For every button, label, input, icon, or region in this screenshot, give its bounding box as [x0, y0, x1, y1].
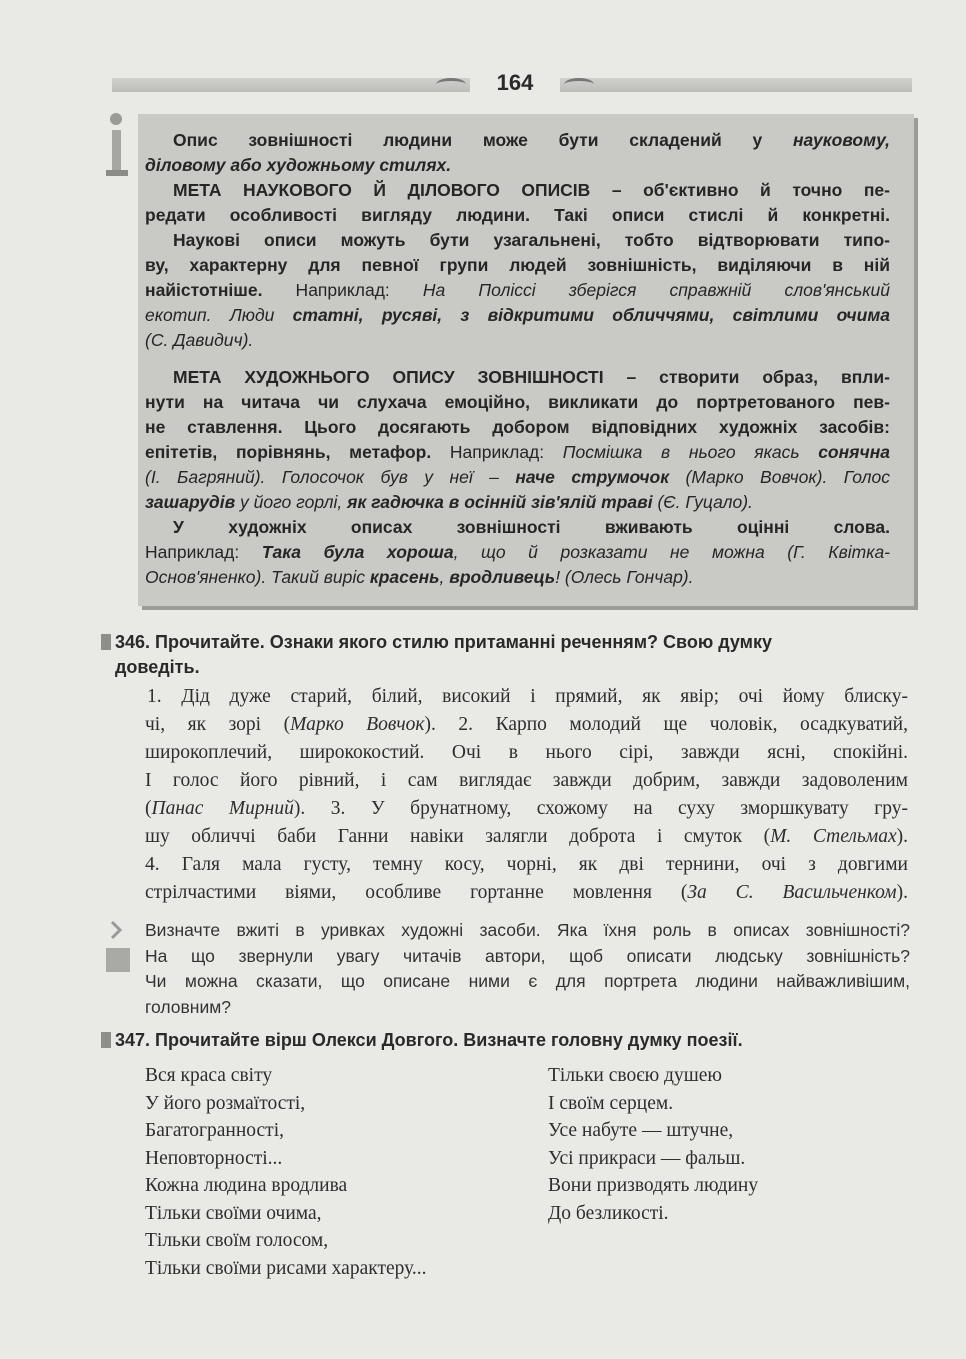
text-segment: ). 3. У брунатному, схожому на суху зморшкувату гру- [293, 798, 908, 819]
poem-line: Вся краса світу [145, 1065, 273, 1086]
poem-line: Усе набуте — штучне, [548, 1120, 734, 1141]
rule-line [145, 253, 890, 277]
text-segment: (Є. Гуцало). [652, 492, 753, 512]
text-segment: На Поліссі зберігся справжній слов'янський [422, 280, 890, 300]
text-segment: Наприклад: [262, 280, 423, 300]
ex346-line [145, 880, 908, 906]
page-number [470, 70, 560, 96]
text-segment: І голос його рівний, і сам виглядає завжди добрим, завжди задоволеним [145, 770, 908, 791]
text-segment: наче струмочок [515, 467, 670, 487]
text-segment: найістотніше. [145, 280, 263, 300]
text-segment: статні, русяві, з відкритими обличчями, світлими очима [292, 305, 890, 325]
task-line: На що звернули увагу читачів автори, щоб описати людську зовнішність? [145, 945, 910, 966]
poem-line: Вони призводять людину [548, 1175, 759, 1196]
text-segment: редати особливості вигляду людини. Такі описи стислі й конкретні. [145, 205, 890, 225]
ex346-line [145, 712, 908, 738]
ex346-line [145, 852, 908, 878]
ornament-right-icon [564, 78, 594, 91]
ex346-line [145, 740, 908, 766]
text-segment: епітетів, порівнянь, метафор. [145, 442, 432, 462]
text-segment: МЕТА НАУКОВОГО Й ДІЛОВОГО ОПИСІВ – об'єктивно й точно пе- [173, 180, 890, 200]
rule-line [145, 515, 890, 539]
ex347-heading: 347. Прочитайте вірш Олекси Довгого. Визначте головну думку поезії. [115, 1030, 743, 1050]
exercise-marker [101, 634, 111, 650]
rule-line [145, 178, 890, 202]
rule-line [145, 278, 890, 302]
rule-line [145, 228, 890, 252]
text-segment: стрілчастими віями, особливе гортанне мовлення ( [145, 882, 688, 903]
text-segment: (Марко Вовчок). Голос [669, 467, 890, 487]
text-segment: МЕТА ХУДОЖНЬОГО ОПИСУ ЗОВНІШНОСТІ – створити образ, впли- [173, 367, 890, 387]
text-segment: ( [145, 798, 152, 819]
text-segment: діловому або художньому стилях. [145, 155, 452, 175]
text-segment: широкоплечий, ширококостий. Очі в нього сірі, завжди ясні, спокійні. [145, 742, 908, 763]
text-segment: як гадючка в осінній зів'ялій траві [347, 492, 653, 512]
ex346-heading-line-1: 346. Прочитайте. Ознаки якого стилю притаманні реченням? Свою думку [115, 632, 772, 652]
ex346-line [145, 768, 908, 794]
text-segment: чі, як зорі ( [145, 714, 291, 735]
rule-line [145, 465, 890, 489]
rule-line [145, 128, 890, 152]
text-segment: вродливець [449, 567, 556, 587]
task-line: Визначте вжиті в уривках художні засоби. Яка їхня роль в описах зовнішності? [145, 920, 910, 940]
text-segment: ! (Олесь Гончар). [555, 567, 694, 587]
ex346-line [145, 684, 908, 710]
text-segment: Опис зовнішності людини може бути складений у [173, 130, 793, 150]
poem-line: Кожна людина вродлива [145, 1175, 348, 1196]
rule-line [145, 153, 890, 177]
poem-line: Тільки своїм голосом, [145, 1230, 329, 1251]
task-arrow-icon [104, 918, 132, 974]
text-segment: За С. Васильченком [687, 882, 897, 903]
rule-line [145, 390, 890, 414]
text-segment: 4. Галя мала густу, темну косу, чорні, як дві тернини, очі з довгими [145, 854, 908, 875]
ex346-line [145, 824, 908, 850]
text-segment: Така була хороша [261, 542, 454, 562]
poem-line: Тільки своєю душею [548, 1065, 722, 1086]
rule-line [145, 490, 890, 514]
task-line: Чи можна сказати, що описане ними є для портрета людини найважливішим, [145, 971, 910, 991]
rule-line [145, 415, 890, 439]
text-segment: науковому, [792, 130, 890, 150]
ornament-left-icon [436, 78, 466, 91]
ex346-heading-line-2: доведіть. [115, 657, 200, 677]
poem-line: Тільки своїми очима, [145, 1202, 322, 1224]
text-segment: нути на читача чи слухача емоційно, викликати до портретованого пев- [145, 392, 890, 412]
text-segment: М. Стельмах [770, 826, 897, 847]
text-segment: Наприклад: [145, 542, 262, 562]
exercise-marker [101, 1032, 111, 1048]
text-segment: , [439, 567, 450, 587]
text-segment: 1. Дід дуже старий, білий, високий і прямий, як явір; очі йому блиску- [147, 686, 908, 707]
text-segment: Наукові описи можуть бути узагальнені, тобто відтворювати типо- [173, 230, 890, 250]
rule-line [145, 303, 890, 327]
rule-line [145, 565, 890, 589]
text-segment: (І. Багряний). Голосочок був у неї – [145, 467, 516, 487]
poem-line: До безликості. [548, 1202, 669, 1224]
text-segment: шу обличчі баби Ганни навіки залягли доброта і смуток ( [145, 826, 771, 847]
text-segment: У художніх описах зовнішності вживають оцінні слова. [173, 517, 890, 537]
info-i-icon [104, 112, 130, 178]
text-segment: красень [369, 567, 440, 587]
text-segment: екотип. Люди [145, 305, 293, 325]
text-segment: не ставлення. Цього досягають добором відповідних художніх засобів: [145, 417, 890, 437]
text-segment: Марко Вовчок [290, 714, 425, 735]
poem-line: Багатогранності, [145, 1120, 284, 1141]
rule-line [145, 328, 890, 352]
text-segment: (С. Давидич). [145, 330, 254, 350]
text-segment: зашарудів [145, 492, 236, 512]
rule-line [145, 540, 890, 564]
text-segment: Наприклад: [431, 442, 563, 462]
poem-line: Неповторності... [145, 1147, 283, 1169]
text-segment: Основ'яненко). Такий виріс [145, 567, 370, 587]
poem-line: І своїм серцем. [548, 1092, 674, 1114]
text-segment: у його горлі, [235, 492, 348, 512]
rule-line [145, 440, 890, 464]
poem-line: У його розмаїтості, [145, 1092, 306, 1114]
poem-line: Усі прикраси — фальш. [548, 1147, 746, 1169]
text-segment: Панас Мирний [151, 798, 294, 819]
text-segment: сонячна [818, 442, 890, 462]
text-segment: ). 2. Карпо молодий ще чоловік, осадкуватий, [424, 714, 908, 735]
rule-line [145, 203, 890, 227]
text-segment: ). [896, 826, 908, 847]
text-segment: , що й розказати не можна (Г. Квітка- [453, 542, 891, 562]
page-number-text: 164 [496, 70, 534, 95]
ex346-line [145, 796, 908, 822]
poem-line: Тільки своїми рисами характеру... [145, 1257, 427, 1279]
text-segment: ). [896, 882, 909, 903]
rule-line [145, 365, 890, 389]
text-segment: ву, характерну для певної групи людей зовнішність, виділяючи в ній [145, 255, 890, 275]
task-line: головним? [145, 996, 231, 1017]
text-segment: Посмішка в нього якась [562, 442, 819, 462]
